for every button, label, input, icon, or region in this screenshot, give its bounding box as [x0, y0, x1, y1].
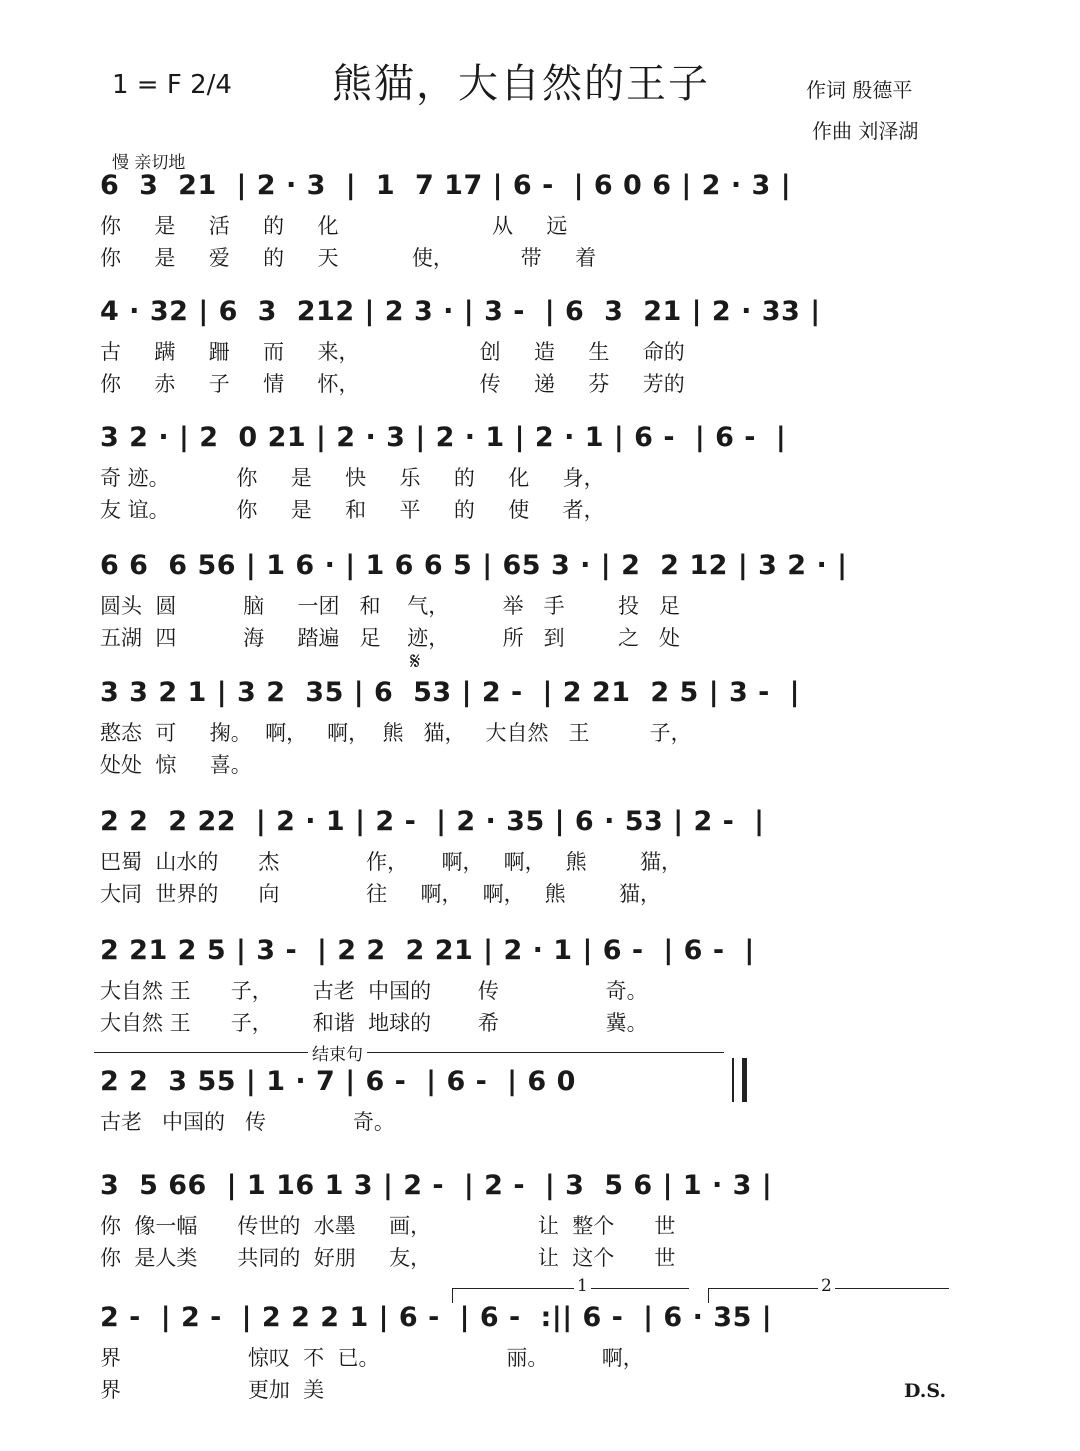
lyrics-verse-2: 你 赤 子 情 怀， 传 递 芬 芳的 — [100, 372, 685, 396]
dal-segno-marking: D.S. — [904, 1380, 947, 1402]
lyrics-verse-1: 大自然 王 子， 古老 中国的 传 奇。 — [100, 979, 648, 1003]
notation-line: 2 2 2 22 | 2 · 1 | 2 - | 2 · 35 | 6 · 53 | 2 - | — [100, 806, 765, 837]
lyrics-verse-1: 圆头 圆 脑 一团 和 气， 举 手 投 足 — [100, 594, 681, 618]
final-barline — [732, 1058, 747, 1102]
lyrics-verse-1: 憨态 可 掬。 啊， 啊， 熊 猫， 大自然 王 子， — [100, 721, 692, 745]
notation-line: 4 · 32 | 6 3 212 | 2 3 · | 3 - | 6 3 21 | 2 · 33 | — [100, 296, 821, 327]
first-ending-bracket — [452, 1288, 689, 1303]
song-title: 熊猫，大自然的王子 — [332, 61, 710, 107]
lyrics-verse-2: 大同 世界的 向 往 啊， 啊， 熊 猫， — [100, 882, 662, 906]
coda-label: 结束句 — [308, 1040, 367, 1065]
second-ending-number: 2 — [818, 1276, 835, 1296]
lyrics-verse-2: 友 谊。 你 是 和 平 的 使 者， — [100, 498, 605, 522]
lyrics-verse-1: 古 蹒 跚 而 来， 创 造 生 命的 — [100, 340, 685, 364]
segno-sign: 𝄋 — [410, 647, 421, 675]
coda-bracket-line — [94, 1052, 724, 1053]
lyrics-verse-1: 你 是 活 的 化 从 远 — [100, 214, 568, 238]
first-ending-number: 1 — [574, 1276, 591, 1296]
lyrics-verse-1: 你 像一幅 传世的 水墨 画， 让 整个 世 — [100, 1214, 676, 1238]
lyrics-verse-2: 你 是 爱 的 天 使， 带 着 — [100, 246, 597, 270]
notation-line: 2 - | 2 - | 2 2 2 1 | 6 - | 6 - :|| 6 - | 6 · 35 | — [100, 1302, 773, 1333]
lyrics-verse-2: 大自然 王 子， 和谐 地球的 希 冀。 — [100, 1011, 648, 1035]
key-signature: 1 = F 2/4 — [112, 70, 232, 100]
composer-credit: 作曲 刘泽湖 — [812, 119, 919, 143]
notation-line: 6 6 6 56 | 1 6 · | 1 6 6 5 | 65 3 · | 2 2 12 | 3 2 · | — [100, 550, 848, 581]
lyrics-verse-1: 古老 中国的 传 奇。 — [100, 1110, 395, 1134]
lyrics-verse-1: 界 惊叹 不 已。 丽。 啊， — [100, 1346, 644, 1370]
lyrics-verse-1: 巴蜀 山水的 杰 作， 啊， 啊， 熊 猫， — [100, 850, 683, 874]
lyrics-verse-2: 界 更加 美 — [100, 1378, 325, 1402]
notation-line: 3 2 · | 2 0 21 | 2 · 3 | 2 · 1 | 2 · 1 | 6 - | 6 - | — [100, 422, 787, 453]
lyricist-credit: 作词 殷德平 — [806, 78, 913, 102]
notation-line: 2 21 2 5 | 3 - | 2 2 2 21 | 2 · 1 | 6 - | 6 - | — [100, 935, 755, 966]
notation-line: 2 2 3 55 | 1 · 7 | 6 - | 6 - | 6 0 — [100, 1066, 576, 1097]
lyrics-verse-2: 处处 惊 喜。 — [100, 753, 252, 777]
lyrics-verse-2: 五湖 四 海 踏遍 足 迹， 所 到 之 处 — [100, 626, 681, 650]
notation-line: 6 3 21 | 2 · 3 | 1 7 17 | 6 - | 6 0 6 | 2 · 3 | — [100, 170, 792, 201]
notation-line: 3 5 66 | 1 16 1 3 | 2 - | 2 - | 3 5 6 | 1 · 3 | — [100, 1170, 773, 1201]
lyrics-verse-2: 你 是人类 共同的 好朋 友， 让 这个 世 — [100, 1246, 676, 1270]
tempo-marking-text: 慢 亲切地 — [112, 153, 186, 173]
notation-line: 3 3 2 1 | 3 2 35 | 6 53 | 2 - | 2 21 2 5 | 3 - | — [100, 677, 801, 708]
lyrics-verse-1: 奇 迹。 你 是 快 乐 的 化 身， — [100, 466, 605, 490]
